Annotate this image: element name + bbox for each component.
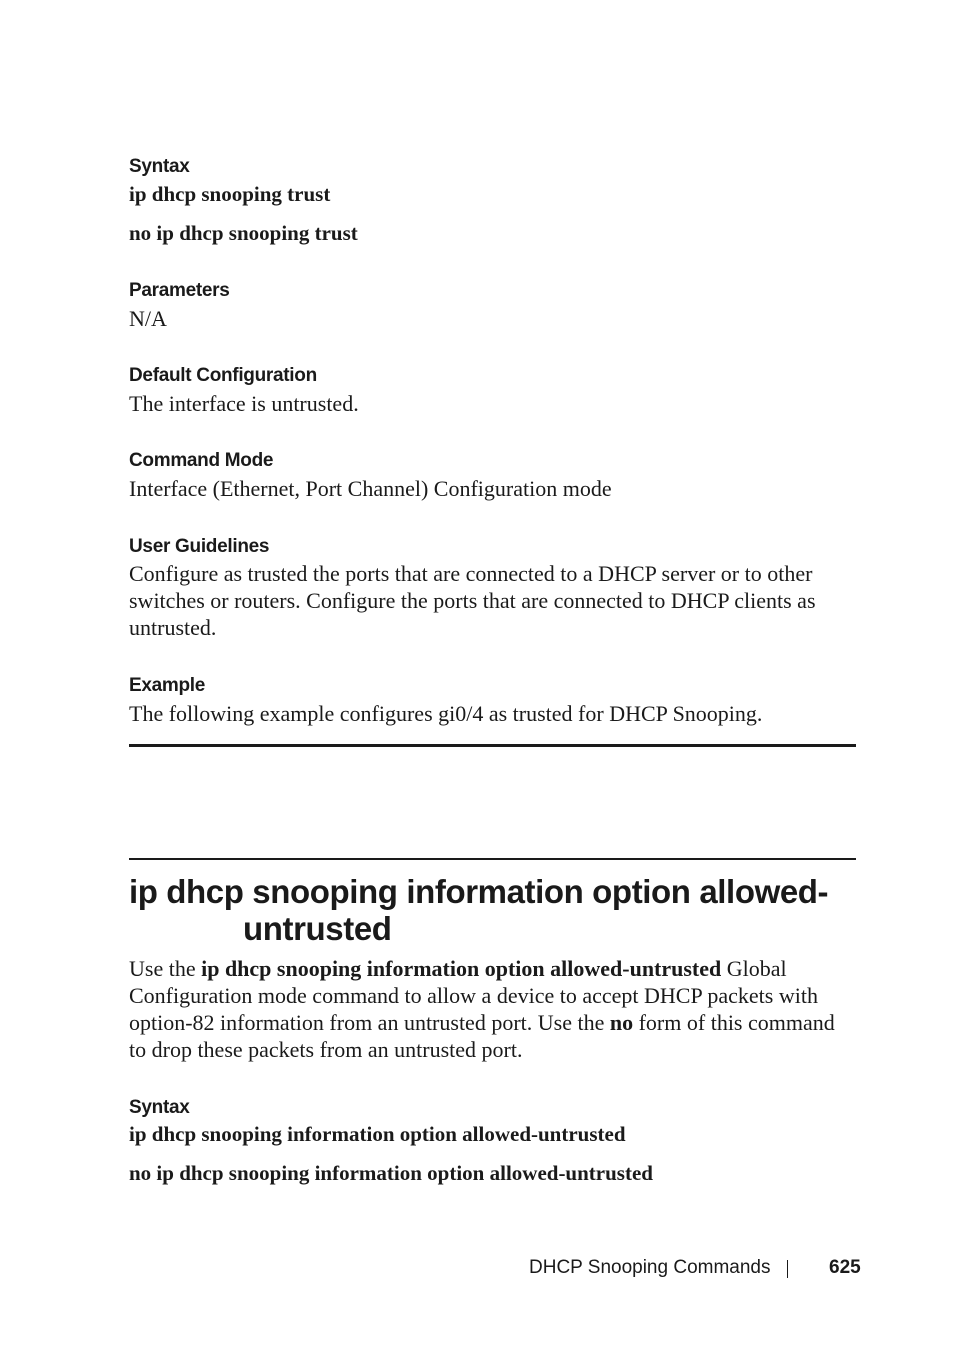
user-guidelines-heading: User Guidelines xyxy=(129,536,270,557)
syntax-no-command-2: no ip dhcp snooping information option allowed-untrusted xyxy=(129,1161,653,1185)
example-heading: Example xyxy=(129,675,206,696)
syntax-no-command: no ip dhcp snooping trust xyxy=(129,221,358,245)
command-title-line1: ip dhcp snooping information option allowed- xyxy=(129,873,829,910)
description-text-2: Global Configuration mode command to allow a device to accept DHCP packets with option-82 information from an untrusted port. Use the xyxy=(129,956,818,1035)
example-text: The following example configures gi0/4 as trusted for DHCP Snooping. xyxy=(129,701,763,726)
command-title xyxy=(129,873,828,947)
footer-separator xyxy=(787,1260,788,1278)
section-end-rule xyxy=(129,744,856,747)
footer-page-number: 625 xyxy=(829,1257,861,1278)
syntax-command: ip dhcp snooping trust xyxy=(129,182,331,206)
command-mode-text: Interface (Ethernet, Port Channel) Configuration mode xyxy=(129,476,612,501)
section-start-rule xyxy=(129,858,856,860)
command-mode-heading: Command Mode xyxy=(129,450,274,471)
parameters-heading: Parameters xyxy=(129,280,230,301)
syntax-heading-2: Syntax xyxy=(129,1097,190,1118)
command-description xyxy=(129,955,849,1063)
syntax-command-2: ip dhcp snooping information option allowed-untrusted xyxy=(129,1122,626,1146)
description-command: ip dhcp snooping information option allowed-untrusted xyxy=(201,956,722,981)
command-title-line2: untrusted xyxy=(243,910,392,947)
footer-section-name: DHCP Snooping Commands xyxy=(529,1257,771,1278)
default-configuration-heading: Default Configuration xyxy=(129,365,317,386)
description-text-1: Use the xyxy=(129,956,202,981)
description-no-keyword: no xyxy=(609,1010,634,1035)
default-configuration-text: The interface is untrusted. xyxy=(129,391,359,416)
syntax-heading: Syntax xyxy=(129,156,190,177)
parameters-text: N/A xyxy=(129,306,167,331)
description-text-3: form of this command to drop these packets from an untrusted port. xyxy=(129,1010,835,1062)
user-guidelines-text: Configure as trusted the ports that are connected to a DHCP server or to other switches or routers. Configure the ports that are connected to DHCP clients as untrusted. xyxy=(129,561,816,640)
